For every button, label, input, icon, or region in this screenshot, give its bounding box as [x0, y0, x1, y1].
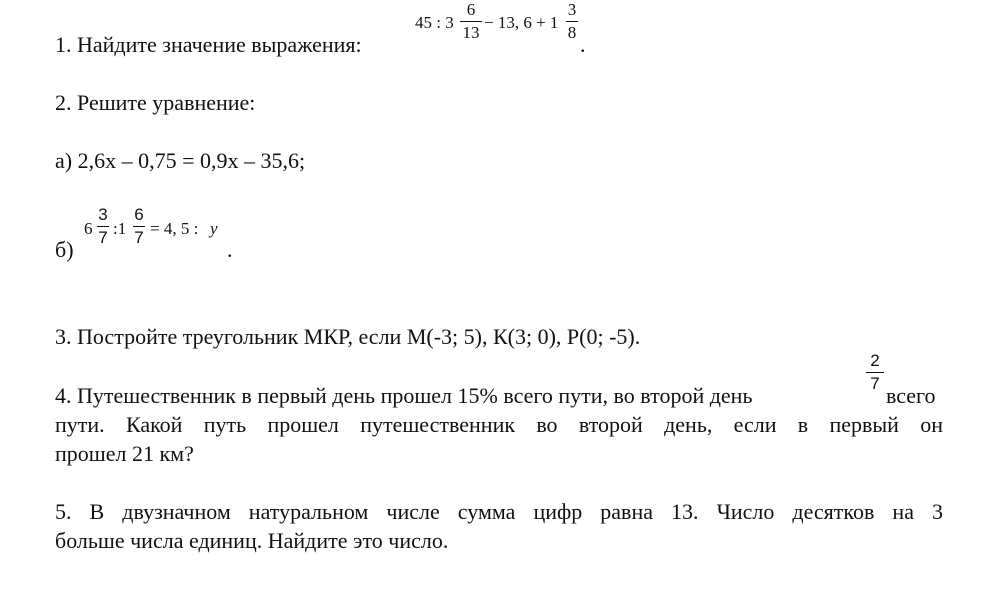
formula-2b-mid: :1 — [113, 219, 127, 238]
problem-4-after-fraction: всего — [886, 383, 936, 408]
formula-2b-variable: y — [210, 219, 218, 238]
problem-2b-label: б) — [55, 237, 74, 262]
problem-4-line-1: 4. Путешественник в первый день прошел 15% всего пути, во второй день — [55, 383, 753, 408]
fraction-numerator: 3 — [567, 0, 577, 19]
problem-2-text: 2. Решите уравнение: — [55, 90, 256, 115]
problem-1-text: 1. Найдите значение выражения: — [55, 32, 362, 57]
formula-1-fraction-1 — [460, 0, 482, 43]
problem-4-line-2: пути. Какой путь прошел путешественник во второй день, если в первый он — [55, 412, 943, 437]
formula-1-part-a: 45 : 3 — [415, 13, 454, 32]
fraction-denominator: 7 — [870, 374, 880, 393]
fraction-bar — [97, 226, 109, 227]
problem-3-text: 3. Постройте треугольник МКР, если М(-3; 5), К(3; 0), Р(0; -5). — [55, 324, 641, 349]
fraction-bar — [866, 372, 884, 373]
formula-2b-fraction-2 — [133, 205, 145, 248]
fraction-bar — [566, 21, 578, 22]
problem-4-line-3: прошел 21 км? — [55, 441, 194, 466]
formula-2b-fraction-1 — [97, 205, 109, 248]
formula-2b-rhs: = 4, 5 : — [150, 219, 199, 238]
formula-2b-whole-1: 6 — [84, 219, 93, 238]
fraction-numerator: 2 — [870, 351, 880, 370]
problem-2b-end: . — [227, 237, 233, 262]
fraction-numerator: 3 — [98, 205, 108, 224]
fraction-denominator: 7 — [134, 228, 144, 247]
problem-1-end: . — [580, 32, 586, 57]
formula-1-part-b: − 13, 6 + 1 — [484, 13, 559, 32]
fraction-numerator: 6 — [134, 205, 144, 224]
formula-1-fraction-2 — [566, 0, 578, 43]
fraction-bar — [133, 226, 145, 227]
problem-4-fraction — [866, 351, 884, 394]
fraction-denominator: 8 — [567, 23, 577, 42]
fraction-denominator: 13 — [462, 23, 480, 42]
problem-5-line-2: больше числа единиц. Найдите это число. — [55, 528, 449, 553]
fraction-denominator: 7 — [98, 228, 108, 247]
problem-5-line-1: 5. В двузначном натуральном числе сумма цифр равна 13. Число десятков на 3 — [55, 499, 943, 524]
fraction-bar — [460, 21, 482, 22]
problem-2a: а) 2,6х – 0,75 = 0,9х – 35,6; — [55, 148, 306, 173]
fraction-numerator: 6 — [466, 0, 476, 19]
